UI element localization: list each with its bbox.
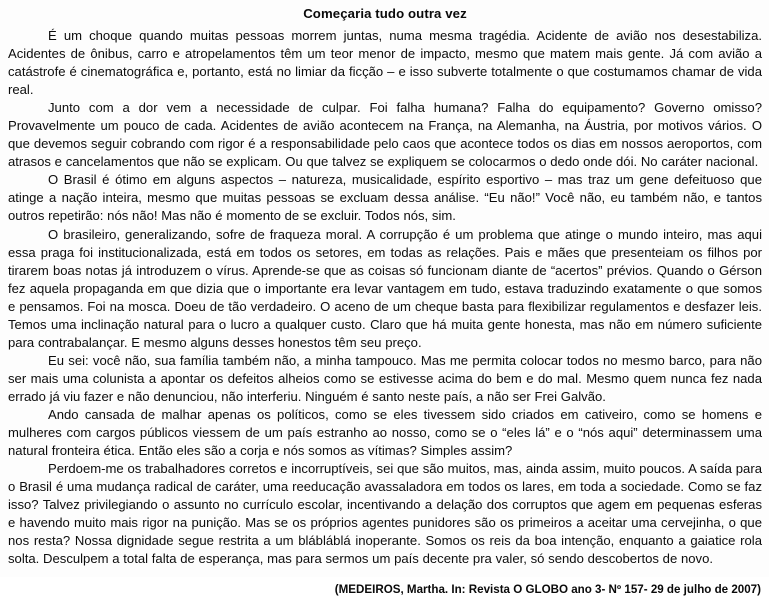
article-body: [8, 27, 762, 568]
paragraph: É um choque quando muitas pessoas morrem juntas, numa mesma tragédia. Acidente de avião nos desestabiliza. Acidentes de ônibus, carro e atropelamentos têm um teor menor de impacto, mesmo que matem mais gente. Já com avião a catástrofe é cinematográfica e, portanto, está no limiar da ficção – e isso subverte totalmente o que costumamos chamar de vida real.: [8, 28, 762, 98]
source-citation: (MEDEIROS, Martha. In: Revista O GLOBO ano 3- Nº 157- 29 de julho de 2007): [334, 583, 761, 597]
paragraph: O Brasil é ótimo em alguns aspectos – natureza, musicalidade, espírito esportivo – mas traz um gene defeituoso que atinge a nação inteira, mesmo que muitas pessoas se excluam dessa análise. “Eu não!” Você não, eu também não, e tantos outros repetirão: nós não! Mas não é momento de se excluir. Todos nós, sim.: [8, 172, 762, 224]
paragraph: Perdoem-me os trabalhadores corretos e incorruptíveis, sei que são muitos, mas, ainda assim, muito poucos. A saída para o Brasil é uma mudança radical de caráter, uma reeducação avassaladora em todos os lares, em toda a sociedade. Como se faz isso? Talvez privilegiando o assunto no currículo escolar, incentivando a delação dos corruptos que agem em pequenas esferas e havendo muito mais rigor na punição. Mas se os próprios agentes punidores são os primeiros a aceitar uma cervejinha, o que nos resta? Nossa dignidade segue restrita a um blábláblá inoperante. Somos os reis da boa intenção, enquanto a gaiatice rola solta. Desculpem a total falta de esperança, mas para sermos um país decente pra valer, só sendo descobertos de novo.: [8, 461, 762, 567]
paragraph: Ando cansada de malhar apenas os políticos, como se eles tivessem sido criados em cativeiro, como se homens e mulheres com cargos públicos viessem de um país estranho ao nosso, como se o “eles lá” e o “nós aqui” determinassem uma natural fronteira ética. Então eles são a corja e nós somos as vítimas? Simples assim?: [8, 406, 762, 459]
paragraph: O brasileiro, generalizando, sofre de fraqueza moral. A corrupção é um problema que atinge o mundo inteiro, mas aqui essa praga foi institucionalizada, está em todos os setores, em todas as relações. Pais e mães que presenteiam os filhos por tirarem boas notas já introduzem o vírus. Aprende-se que as coisas só funcionam diante de “acertos” prévios. Quando o Gérson fez aquela propaganda em que dizia que o importante era levar vantagem em tudo, estava traduzindo exatamente o que somos e pensamos. Foi na mosca. Doeu de tão verdadeiro. O aceno de um cheque basta para flexibilizar regulamentos e desfazer leis. Temos uma inclinação natural para o lucro a qualquer custo. Claro que há muita gente honesta, mas não em número suficiente para contrabalançar. E mesmo alguns desses honestos têm seu preço.: [8, 226, 762, 350]
paragraph: Eu sei: você não, sua família também não, a minha tampouco. Mas me permita colocar todos no mesmo barco, para não ser mais uma colunista a apontar os defeitos alheios como se estivesse acima do bem e do mal. Mesmo quem nunca fez nada errado já viu fazer e não denunciou, não interferiu. Ninguém é santo neste país, a não ser Frei Galvão.: [8, 352, 762, 404]
paragraph: Junto com a dor vem a necessidade de culpar. Foi falha humana? Falha do equipamento? Governo omisso? Provavelmente um pouco de cada. Acidentes de avião acontecem na França, na Alemanha, na Áustria, por motivos vários. O que devemos seguir cobrando com rigor é a responsabilidade pelo caos que acontece todos os dias em nossos aeroportos, com atrasos e cancelamentos que não se explicam. Ou que talvez se expliquem se colocarmos o dedo onde dói. No caráter nacional.: [8, 100, 762, 170]
page-title: Começaria tudo outra vez: [303, 6, 467, 21]
